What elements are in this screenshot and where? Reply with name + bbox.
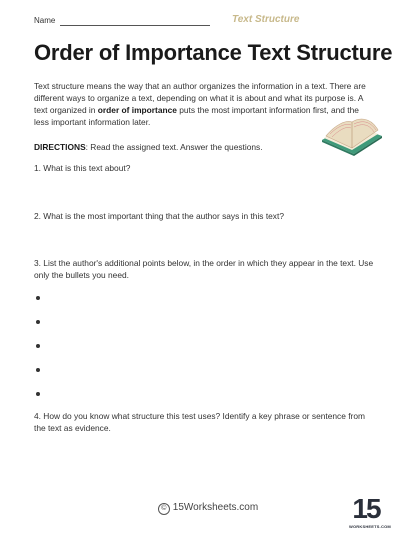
question-1: 1. What is this text about?: [34, 163, 131, 173]
question-4: 4. How do you know what structure this test uses? Identify a key phrase or sentence from the text as evidence.: [34, 411, 365, 433]
intro-text-2: puts the most important information first, and the less important information later.: [34, 105, 359, 127]
answer-bullet-2: [36, 320, 40, 324]
name-line[interactable]: [60, 25, 210, 26]
answer-bullet-3: [36, 344, 40, 348]
name-label: Name: [34, 16, 56, 25]
logo-word: WORKSHEETS.COM: [349, 524, 391, 529]
directions-label: DIRECTIONS: [34, 142, 86, 152]
copyright-icon: ©: [158, 503, 170, 515]
intro-text-1: Text structure means the way that an author organizes the information in a text. There are different ways to organize a text, depending on what it is about and what its purpose is. A text organized in: [34, 81, 366, 115]
question-3: 3. List the author's additional points below, in the order in which they appear in the text. Use only the bullets you need.: [34, 258, 374, 280]
answer-bullet-5: [36, 392, 40, 396]
answer-bullet-1: [36, 296, 40, 300]
book-icon: [318, 110, 386, 160]
directions: [34, 142, 263, 152]
footer-site: 15Worksheets.com: [172, 502, 259, 513]
page-title: Order of Importance Text Structure: [34, 40, 393, 65]
question-2: 2. What is the most important thing that the author says in this text?: [34, 211, 284, 221]
site-logo: [349, 493, 391, 534]
directions-text: : Read the assigned text. Answer the questions.: [85, 142, 263, 152]
section-label: Text Structure: [232, 14, 300, 25]
logo-number: 15: [352, 493, 380, 524]
intro-bold-term: order of importance: [97, 105, 177, 115]
answer-bullet-4: [36, 368, 40, 372]
